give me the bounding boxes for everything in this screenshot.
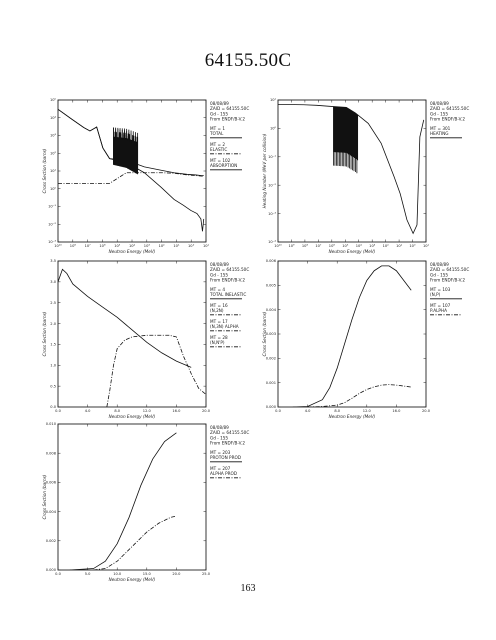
legend-header-line: 08/08/89 [430,262,449,267]
legend-header-line: 08/08/89 [210,262,229,267]
x-tick-label: 10⁸ [301,244,308,248]
y-tick-label: 10³ [49,133,56,138]
y-tick-label: 2.5 [50,300,56,305]
legend-header-line: Gd - 155 [210,272,229,278]
legend-entry-label: MT = 2 [210,141,226,147]
page-title: 64155.50C [204,50,292,71]
x-tick-label: 10⁸ [69,244,76,248]
y-tick-label: 10⁻² [268,183,276,188]
x-tick-label: 20.0 [201,409,211,413]
legend-header-line: From ENDF/B-V.2 [210,440,245,446]
resonance-spikes [333,107,357,174]
legend-entry-label: MT = 1 [210,125,226,131]
legend-header-line: 08/08/89 [210,101,229,106]
x-axis-label: Neutron Energy (MeV) [108,249,156,254]
x-tick-label: 4.0 [304,409,311,413]
legend-entry-label: PROTON PROD [210,454,242,460]
y-tick-label: 10⁰ [49,186,56,191]
y-axis-label: Cross Section (barns) [42,148,47,194]
page-number: 163 [240,583,256,594]
y-tick-label: 0.003 [265,332,276,337]
x-tick-label: 0.0 [275,409,281,413]
x-axis-label: Neutron Energy (MeV) [108,577,156,582]
legend-header-line: From ENDF/B-V.2 [210,277,245,283]
series-line [308,385,412,407]
y-axis-label: Heating Number (MeV per collision) [262,133,267,209]
legend-header-line: ZAID = 64155.50C [210,267,250,273]
y-tick-label: 10⁰ [269,126,276,131]
legend-entry-label: (N,3N) ALPHA [210,323,239,329]
plot-frame [58,424,206,570]
legend-header-line: ZAID = 64155.50C [430,267,470,273]
y-tick-label: 0.008 [45,451,56,456]
x-tick-label: 10⁹ [288,244,295,248]
x-tick-label: 5.0 [84,572,91,576]
legend-header-line: From ENDF/B-V.2 [430,116,465,122]
y-tick-label: 0.005 [265,283,276,288]
y-tick-label: 0.0 [50,405,56,410]
series-line [58,173,204,184]
legend-header-line: Gd - 155 [210,435,229,441]
legend-entry-label: MT = 4 [210,286,226,292]
y-tick-label: 3.0 [50,280,56,285]
legend-entry-label: TOTAL INELASTIC [210,291,247,297]
y-tick-label: 0.004 [265,307,276,312]
x-axis-label: Neutron Energy (MeV) [328,249,376,254]
x-tick-label: 20.0 [421,409,431,413]
legend-header-line: From ENDF/B-V.2 [430,277,465,283]
legend-entry-label: MT = 203 [210,449,231,455]
legend-header-line: ZAID = 64155.50C [430,106,470,112]
x-tick-label: 10¹ [173,244,180,248]
x-tick-label: 15.0 [142,572,151,576]
plot-frame [58,100,206,242]
y-tick-label: 1.0 [50,363,56,368]
series-line [94,516,177,570]
chart-p3 [42,259,249,419]
x-tick-label: 10⁷ [84,244,91,248]
legend-entry-label: MT = 17 [210,318,228,324]
legend-entry-label: P.ALPHA [430,307,447,313]
x-tick-label: 10¹ [422,244,430,248]
y-tick-label: 0.002 [265,356,276,361]
legend-header-line: ZAID = 64155.50C [210,430,250,436]
y-tick-label: 1.5 [50,342,56,347]
legend-entry-label: (N,2N) [210,307,224,313]
x-tick-label: 10° [188,244,195,248]
x-tick-label: 25.0 [201,572,211,576]
legend-entry-label: ALPHA PROD [210,470,238,476]
x-tick-label: 10¹ [202,244,210,248]
y-tick-label: 10² [49,151,56,156]
x-tick-label: 10³ [369,244,376,248]
y-axis-label: Cross Section (barns) [42,474,47,520]
x-tick-label: 10³ [143,244,150,248]
legend-header-line: ZAID = 64155.50C [210,106,250,112]
x-tick-label: 16.0 [172,409,181,413]
y-tick-label: 10⁻² [48,222,56,227]
legend-entry-label: HEATING [430,130,449,136]
y-tick-label: 10¹ [49,169,56,174]
plot-frame [58,261,206,407]
x-tick-label: 10² [382,244,389,248]
legend-header-line: Gd - 155 [430,111,449,117]
x-tick-label: 10⁵ [342,244,349,248]
y-tick-label: 0.000 [45,568,56,573]
resonance-spikes [113,128,137,174]
legend-entry-label: (N,N'P) [210,339,225,345]
x-tick-label: 10⁷ [315,244,322,248]
x-tick-label: 4.0 [84,409,91,413]
legend-entry-label: ABSORPTION [210,162,238,168]
y-tick-label: 0.002 [45,539,56,543]
x-tick-label: 20.0 [172,572,181,576]
legend-entry-label: MT = 16 [210,302,228,308]
plot-frame [278,261,426,407]
x-tick-label: 10⁴ [128,244,136,248]
chart-p1 [42,98,249,254]
y-tick-label: 0.006 [265,259,276,264]
series-line [58,269,191,367]
legend-entry-label: MT = 207 [210,465,231,471]
legend-entry-label: MT = 103 [430,286,451,292]
y-tick-label: 10⁵ [49,98,56,103]
x-tick-label: 10² [158,244,165,248]
x-tick-label: 10¹⁰ [54,244,62,248]
y-tick-label: 10⁻³ [268,211,276,216]
x-tick-label: 10.0 [113,572,122,576]
y-tick-label: 3.5 [50,259,56,264]
x-tick-label: 10¹⁰ [274,244,282,248]
y-tick-label: 2.0 [50,321,56,326]
x-axis-label: Neutron Energy (MeV) [328,414,376,419]
x-tick-label: 10⁵ [114,244,121,248]
legend-header-line: 08/08/89 [210,425,229,430]
y-tick-label: 0.000 [265,405,276,410]
y-tick-label: 10⁻³ [48,240,56,245]
legend-entry-label: MT = 102 [210,157,231,163]
legend-entry-label: MT = 107 [430,302,451,308]
y-tick-label: 10⁻⁴ [268,240,276,245]
y-tick-label: 10¹ [269,98,276,103]
legend-entry-label: MT = 301 [430,125,451,131]
series-line [107,335,206,407]
x-tick-label: 10⁶ [328,244,335,248]
x-axis-label: Neutron Energy (MeV) [108,414,156,419]
x-tick-label: 10⁶ [99,244,106,248]
y-tick-label: 0.010 [45,422,56,427]
y-axis-label: Cross Section (barns) [42,311,47,357]
y-axis-label: Cross Section (barns) [262,311,267,357]
x-tick-label: 10⁴ [355,244,362,248]
x-tick-label: 0.0 [55,572,61,576]
y-tick-label: 10⁻¹ [48,204,56,209]
legend-header-line: 08/08/89 [430,101,449,106]
x-tick-label: 12.0 [142,409,151,413]
x-tick-label: 0.0 [55,409,61,413]
legend-entry-label: (N,P) [430,291,441,297]
legend-header-line: From ENDF/B-V.2 [210,116,245,122]
y-tick-label: 0.004 [45,509,56,514]
x-tick-label: 10° [409,244,416,248]
y-tick-label: 0.006 [45,480,56,485]
chart-p2 [262,98,469,254]
legend-header-line: Gd - 155 [210,111,229,117]
legend-entry-label: MT = 28 [210,334,228,340]
y-tick-label: 0.5 [50,384,56,389]
x-tick-label: 16.0 [392,409,401,413]
legend-entry-label: ELASTIC [210,146,228,152]
chart-p4 [262,259,469,419]
y-tick-label: 0.001 [265,380,276,385]
y-tick-label: 10⁴ [49,115,56,120]
legend-entry-label: TOTAL [210,130,224,136]
series-line [70,433,177,570]
x-tick-label: 10¹ [396,244,403,248]
y-tick-label: 10⁻¹ [268,155,276,159]
legend-header-line: Gd - 155 [430,272,449,278]
x-tick-label: 8.0 [114,409,121,413]
chart-p5 [42,422,249,582]
series-line [293,266,411,407]
x-tick-label: 8.0 [334,409,341,413]
x-tick-label: 12.0 [362,409,371,413]
